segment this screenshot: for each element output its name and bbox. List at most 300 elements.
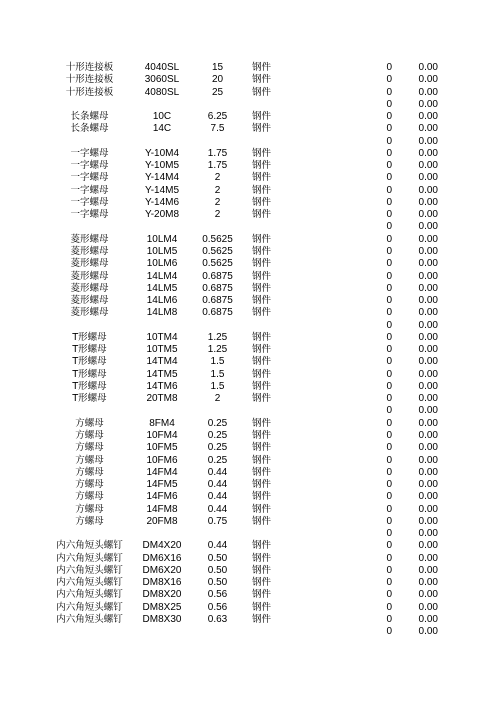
item-value: 2	[214, 172, 221, 184]
item-model: 14TM6	[146, 380, 178, 392]
item-amount: 0.00	[418, 62, 438, 73]
item-quantity: 0	[386, 368, 392, 380]
item-model: 14TM5	[146, 368, 178, 380]
item-quantity: 0	[386, 319, 392, 331]
item-model: 4040SL	[144, 62, 180, 73]
item-model: 14TM4	[146, 356, 178, 368]
item-quantity: 0	[386, 331, 392, 343]
item-value: 0.44	[207, 466, 228, 478]
item-quantity: 0	[386, 74, 392, 86]
item-name: 内六角短头螺钉	[56, 601, 123, 613]
item-quantity: 0	[386, 86, 392, 98]
item-name: 十形连接板	[65, 86, 114, 98]
table-row	[0, 528, 500, 540]
item-material: 钢件	[252, 417, 272, 429]
item-model: DM6X20	[142, 564, 182, 576]
table-row	[0, 307, 500, 319]
item-quantity: 0	[386, 577, 392, 589]
item-material: 钢件	[252, 258, 272, 270]
table-row	[0, 221, 500, 233]
item-name: 菱形螺母	[70, 307, 109, 319]
item-amount: 0.00	[418, 540, 438, 552]
item-material: 钢件	[252, 295, 272, 307]
table-row	[0, 455, 500, 467]
table-row	[0, 209, 500, 221]
item-quantity: 0	[386, 491, 392, 503]
item-value: 1.75	[207, 160, 228, 172]
item-model: DM8X30	[142, 613, 182, 625]
item-material: 钢件	[252, 564, 272, 576]
item-value: 20	[211, 74, 224, 86]
item-amount: 0.00	[418, 503, 438, 515]
item-amount: 0.00	[418, 405, 438, 417]
item-name: 方螺母	[75, 503, 104, 515]
item-value: 0.56	[207, 601, 228, 613]
table-row	[0, 442, 500, 454]
table-row	[0, 271, 500, 283]
item-amount: 0.00	[418, 515, 438, 527]
table-row	[0, 344, 500, 356]
item-value: 2	[214, 184, 221, 196]
item-amount: 0.00	[418, 307, 438, 319]
item-quantity: 0	[386, 528, 392, 540]
item-amount: 0.00	[418, 74, 438, 86]
item-quantity: 0	[386, 295, 392, 307]
item-model: 10TM4	[146, 331, 178, 343]
item-model: 20FM8	[146, 515, 178, 527]
item-material: 钢件	[252, 601, 272, 613]
item-amount: 0.00	[418, 111, 438, 123]
item-material: 钢件	[252, 160, 272, 172]
item-name: 内六角短头螺钉	[56, 589, 123, 601]
item-quantity: 0	[386, 466, 392, 478]
table-row	[0, 405, 500, 417]
item-quantity: 0	[386, 429, 392, 441]
item-name: 长条螺母	[70, 123, 109, 135]
item-amount: 0.00	[418, 184, 438, 196]
item-value: 0.25	[207, 417, 228, 429]
item-amount: 0.00	[418, 479, 438, 491]
item-model: 10LM6	[146, 258, 178, 270]
item-model: 14FM6	[146, 491, 178, 503]
item-value: 0.50	[207, 577, 228, 589]
item-quantity: 0	[386, 135, 392, 147]
item-value: 1.75	[207, 147, 228, 159]
item-material: 钢件	[252, 233, 272, 245]
item-material: 钢件	[252, 442, 272, 454]
item-name: 十形连接板	[65, 62, 114, 73]
table-row	[0, 602, 500, 614]
item-amount: 0.00	[418, 282, 438, 294]
item-model: 10TM5	[146, 344, 178, 356]
item-material: 钢件	[252, 491, 272, 503]
item-material: 钢件	[252, 245, 272, 257]
table-row	[0, 491, 500, 503]
table-row	[0, 295, 500, 307]
item-model: 8FM4	[149, 417, 175, 429]
item-model: 3060SL	[144, 74, 180, 86]
item-material: 钢件	[252, 503, 272, 515]
item-material: 钢件	[252, 613, 272, 625]
item-model: DM4X20	[142, 540, 182, 552]
item-amount: 0.00	[418, 319, 438, 331]
table-row	[0, 467, 500, 479]
item-amount: 0.00	[418, 135, 438, 147]
item-name: 内六角短头螺钉	[56, 552, 123, 564]
item-material: 钢件	[252, 196, 272, 208]
table-row	[0, 111, 500, 123]
item-name: 菱形螺母	[70, 258, 109, 270]
item-value: 2	[214, 196, 221, 208]
item-value: 15	[211, 62, 224, 73]
item-material: 钢件	[252, 356, 272, 368]
item-value: 0.5625	[202, 258, 233, 270]
item-amount: 0.00	[418, 601, 438, 613]
item-material: 钢件	[252, 62, 272, 73]
item-quantity: 0	[386, 393, 392, 405]
item-amount: 0.00	[418, 528, 438, 540]
item-material: 钢件	[252, 454, 272, 466]
item-value: 25	[211, 86, 224, 98]
table-row	[0, 356, 500, 368]
item-model: 14FM8	[146, 503, 178, 515]
item-model: 14LM6	[146, 295, 178, 307]
item-value: 1.5	[210, 380, 225, 392]
table-row	[0, 320, 500, 332]
table-row	[0, 123, 500, 135]
item-quantity: 0	[386, 62, 392, 73]
item-amount: 0.00	[418, 454, 438, 466]
item-material: 钢件	[252, 466, 272, 478]
item-model: 14LM4	[146, 270, 178, 282]
table-row	[0, 246, 500, 258]
item-model: Y-14M4	[144, 172, 180, 184]
item-amount: 0.00	[418, 86, 438, 98]
item-model: 10FM5	[146, 442, 178, 454]
table-row	[0, 258, 500, 270]
item-material: 钢件	[252, 86, 272, 98]
item-model: Y-10M4	[144, 147, 180, 159]
item-name: 方螺母	[75, 417, 104, 429]
item-value: 1.25	[207, 331, 228, 343]
item-material: 钢件	[252, 589, 272, 601]
item-material: 钢件	[252, 552, 272, 564]
item-quantity: 0	[386, 503, 392, 515]
item-name: 方螺母	[75, 479, 104, 491]
item-model: 4080SL	[144, 86, 180, 98]
item-name: 菱形螺母	[70, 233, 109, 245]
item-amount: 0.00	[418, 196, 438, 208]
item-quantity: 0	[386, 589, 392, 601]
item-quantity: 0	[386, 479, 392, 491]
item-model: Y-14M5	[144, 184, 180, 196]
item-name: 方螺母	[75, 466, 104, 478]
item-quantity: 0	[386, 196, 392, 208]
item-name: 菱形螺母	[70, 282, 109, 294]
table-row	[0, 283, 500, 295]
item-name: 十形连接板	[65, 74, 114, 86]
item-model: DM8X20	[142, 589, 182, 601]
item-value: 0.5625	[202, 245, 233, 257]
item-amount: 0.00	[418, 160, 438, 172]
item-amount: 0.00	[418, 380, 438, 392]
item-material: 钢件	[252, 123, 272, 135]
item-amount: 0.00	[418, 613, 438, 625]
table-row	[0, 136, 500, 148]
item-name: 一字螺母	[70, 209, 109, 221]
item-amount: 0.00	[418, 368, 438, 380]
item-material: 钢件	[252, 282, 272, 294]
item-quantity: 0	[386, 515, 392, 527]
table-row	[0, 74, 500, 86]
table-row	[0, 234, 500, 246]
item-amount: 0.00	[418, 589, 438, 601]
item-model: DM8X16	[142, 577, 182, 589]
item-name: T形螺母	[72, 344, 107, 356]
table-row	[0, 553, 500, 565]
table-row	[0, 172, 500, 184]
item-name: 一字螺母	[70, 172, 109, 184]
item-amount: 0.00	[418, 577, 438, 589]
item-amount: 0.00	[418, 233, 438, 245]
item-model: 14C	[152, 123, 172, 135]
item-model: 14LM8	[146, 307, 178, 319]
table-row	[0, 430, 500, 442]
item-model: 10C	[152, 111, 172, 123]
item-amount: 0.00	[418, 417, 438, 429]
item-amount: 0.00	[418, 221, 438, 233]
item-amount: 0.00	[418, 245, 438, 257]
item-name: 内六角短头螺钉	[56, 577, 123, 589]
item-quantity: 0	[386, 417, 392, 429]
item-name: 菱形螺母	[70, 270, 109, 282]
item-amount: 0.00	[418, 491, 438, 503]
item-quantity: 0	[386, 221, 392, 233]
item-model: 14FM5	[146, 479, 178, 491]
item-quantity: 0	[386, 160, 392, 172]
table-row	[0, 332, 500, 344]
item-value: 0.50	[207, 564, 228, 576]
item-amount: 0.00	[418, 98, 438, 110]
table-row	[0, 87, 500, 99]
item-quantity: 0	[386, 613, 392, 625]
item-amount: 0.00	[418, 331, 438, 343]
item-model: Y-10M5	[144, 160, 180, 172]
item-name: 菱形螺母	[70, 295, 109, 307]
table-row	[0, 589, 500, 601]
table-row	[0, 381, 500, 393]
item-model: 10LM4	[146, 233, 178, 245]
item-value: 0.56	[207, 589, 228, 601]
table-row	[0, 418, 500, 430]
item-quantity: 0	[386, 564, 392, 576]
item-name: 方螺母	[75, 454, 104, 466]
item-amount: 0.00	[418, 123, 438, 135]
item-name: T形螺母	[72, 380, 107, 392]
item-name: T形螺母	[72, 356, 107, 368]
item-name: 一字螺母	[70, 160, 109, 172]
item-quantity: 0	[386, 147, 392, 159]
item-amount: 0.00	[418, 270, 438, 282]
item-material: 钢件	[252, 515, 272, 527]
item-quantity: 0	[386, 454, 392, 466]
item-quantity: 0	[386, 405, 392, 417]
item-material: 钢件	[252, 74, 272, 86]
item-quantity: 0	[386, 184, 392, 196]
item-amount: 0.00	[418, 172, 438, 184]
item-name: 内六角短头螺钉	[56, 613, 123, 625]
item-quantity: 0	[386, 123, 392, 135]
item-name: 方螺母	[75, 515, 104, 527]
table-row	[0, 516, 500, 528]
item-name: 方螺母	[75, 442, 104, 454]
table-row	[0, 369, 500, 381]
item-value: 0.6875	[202, 307, 233, 319]
table-row	[0, 393, 500, 405]
item-amount: 0.00	[418, 564, 438, 576]
item-value: 0.5625	[202, 233, 233, 245]
item-quantity: 0	[386, 209, 392, 221]
item-quantity: 0	[386, 552, 392, 564]
table-row	[0, 197, 500, 209]
item-amount: 0.00	[418, 626, 438, 638]
item-quantity: 0	[386, 344, 392, 356]
item-name: 方螺母	[75, 491, 104, 503]
item-quantity: 0	[386, 282, 392, 294]
item-model: DM6X16	[142, 552, 182, 564]
item-quantity: 0	[386, 356, 392, 368]
price-table	[0, 62, 500, 638]
item-material: 钢件	[252, 429, 272, 441]
item-material: 钢件	[252, 331, 272, 343]
item-value: 2	[214, 393, 221, 405]
item-amount: 0.00	[418, 344, 438, 356]
item-material: 钢件	[252, 380, 272, 392]
item-material: 钢件	[252, 368, 272, 380]
item-material: 钢件	[252, 479, 272, 491]
item-amount: 0.00	[418, 258, 438, 270]
item-material: 钢件	[252, 111, 272, 123]
table-row	[0, 148, 500, 160]
item-value: 0.44	[207, 479, 228, 491]
item-material: 钢件	[252, 393, 272, 405]
item-value: 0.6875	[202, 270, 233, 282]
item-amount: 0.00	[418, 393, 438, 405]
item-model: 10LM5	[146, 245, 178, 257]
item-value: 0.44	[207, 491, 228, 503]
item-quantity: 0	[386, 601, 392, 613]
item-amount: 0.00	[418, 466, 438, 478]
item-value: 0.6875	[202, 295, 233, 307]
item-name: 一字螺母	[70, 147, 109, 159]
item-material: 钢件	[252, 209, 272, 221]
item-quantity: 0	[386, 626, 392, 638]
item-quantity: 0	[386, 233, 392, 245]
table-row	[0, 62, 500, 74]
item-name: 方螺母	[75, 429, 104, 441]
item-value: 0.75	[207, 515, 228, 527]
item-value: 0.44	[207, 540, 228, 552]
item-model: 10FM6	[146, 454, 178, 466]
item-quantity: 0	[386, 307, 392, 319]
item-name: 长条螺母	[70, 111, 109, 123]
item-model: 14FM4	[146, 466, 178, 478]
table-row	[0, 504, 500, 516]
item-quantity: 0	[386, 258, 392, 270]
item-material: 钢件	[252, 270, 272, 282]
table-row	[0, 185, 500, 197]
item-value: 0.25	[207, 429, 228, 441]
item-quantity: 0	[386, 98, 392, 110]
item-name: T形螺母	[72, 331, 107, 343]
item-value: 2	[214, 209, 221, 221]
item-amount: 0.00	[418, 356, 438, 368]
item-model: Y-14M6	[144, 196, 180, 208]
item-value: 1.25	[207, 344, 228, 356]
item-value: 0.6875	[202, 282, 233, 294]
item-material: 钢件	[252, 172, 272, 184]
item-name: 内六角短头螺钉	[56, 564, 123, 576]
item-model: Y-20M8	[144, 209, 180, 221]
item-name: 一字螺母	[70, 196, 109, 208]
item-value: 0.25	[207, 454, 228, 466]
item-amount: 0.00	[418, 429, 438, 441]
item-value: 7.5	[210, 123, 225, 135]
item-name: 内六角短头螺钉	[56, 540, 123, 552]
item-material: 钢件	[252, 577, 272, 589]
table-row	[0, 626, 500, 638]
item-model: 14LM5	[146, 282, 178, 294]
item-quantity: 0	[386, 172, 392, 184]
table-row	[0, 479, 500, 491]
item-amount: 0.00	[418, 147, 438, 159]
item-model: 10FM4	[146, 429, 178, 441]
item-value: 0.44	[207, 503, 228, 515]
item-name: T形螺母	[72, 368, 107, 380]
item-quantity: 0	[386, 111, 392, 123]
item-amount: 0.00	[418, 442, 438, 454]
item-value: 6.25	[207, 111, 228, 123]
item-material: 钢件	[252, 307, 272, 319]
table-row	[0, 614, 500, 626]
item-material: 钢件	[252, 147, 272, 159]
item-amount: 0.00	[418, 552, 438, 564]
item-value: 1.5	[210, 356, 225, 368]
table-row	[0, 577, 500, 589]
item-value: 0.50	[207, 552, 228, 564]
item-name: 菱形螺母	[70, 245, 109, 257]
item-name: T形螺母	[72, 393, 107, 405]
item-material: 钢件	[252, 344, 272, 356]
table-row	[0, 565, 500, 577]
item-quantity: 0	[386, 380, 392, 392]
table-row	[0, 160, 500, 172]
item-quantity: 0	[386, 540, 392, 552]
item-material: 钢件	[252, 184, 272, 196]
item-name: 一字螺母	[70, 184, 109, 196]
item-model: DM8X25	[142, 601, 182, 613]
item-amount: 0.00	[418, 209, 438, 221]
table-row	[0, 99, 500, 111]
item-value: 0.25	[207, 442, 228, 454]
table-row	[0, 540, 500, 552]
item-quantity: 0	[386, 270, 392, 282]
item-value: 0.63	[207, 613, 228, 625]
item-quantity: 0	[386, 245, 392, 257]
item-value: 1.5	[210, 368, 225, 380]
item-model: 20TM8	[146, 393, 178, 405]
item-quantity: 0	[386, 442, 392, 454]
